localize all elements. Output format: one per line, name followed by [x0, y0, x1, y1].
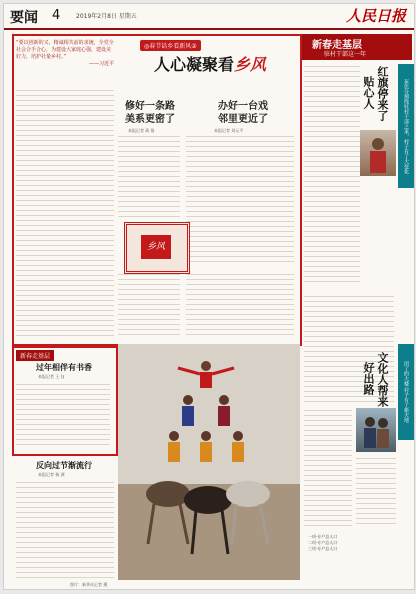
- right-footer-list: [308, 534, 394, 552]
- left-box-title: 过年相伴有书香: [36, 363, 92, 372]
- right-photo-2: [356, 408, 396, 452]
- date-line: 2019年2月8日 星期五: [76, 13, 137, 20]
- right-title-2: 文化人帮来: [376, 352, 389, 407]
- newspaper-page: [3, 3, 415, 590]
- article-column: [118, 134, 180, 218]
- footer-line: 一项·专户总人口: [308, 534, 338, 539]
- photo-credit: 照片：新华社记者 摄: [70, 582, 108, 587]
- footer-line: 三项·专户总人口: [308, 546, 338, 551]
- right-side-stripe-1: 灰色分割线驻村干部之来，村子有了大变化: [398, 64, 414, 188]
- banner-subtitle: 驻村干部这一年: [324, 51, 367, 58]
- left-box-tag: 新春走基层: [16, 350, 54, 361]
- sub-headline-left: 修好一条路 美系更密了: [125, 101, 175, 125]
- section-title: 要闻: [10, 10, 38, 26]
- article-column: [186, 272, 294, 336]
- person-photo-icon: [360, 130, 396, 176]
- second-article-byline: 本报记者 杨 洲: [38, 472, 65, 477]
- sub-headline-right: 办好一台戏 邻里更近了: [218, 101, 268, 125]
- feature-quote: [16, 40, 114, 84]
- second-article-title: 反向过节渐流行: [36, 461, 92, 470]
- left-box-text: [16, 382, 110, 448]
- page-number: 4: [52, 8, 61, 23]
- right-banner: [302, 34, 412, 60]
- right-photo-1: [360, 130, 396, 176]
- xiangfeng-seal: [124, 222, 190, 274]
- quote-source: ——习近平: [88, 61, 114, 67]
- banner-title: 新春走基层: [312, 40, 362, 51]
- right-side-stripe-2: 闭了的大楼·村子有了新天地: [398, 344, 414, 440]
- footer-line: 二项·专户总人口: [308, 540, 338, 545]
- masthead-logo: 人民日报: [345, 7, 406, 25]
- horse-riders-photo: [118, 344, 300, 580]
- people-photo-icon: [356, 408, 396, 452]
- page-header: [4, 4, 414, 30]
- seal-text: 乡风: [141, 235, 171, 259]
- article-column: [186, 134, 294, 266]
- right-title-1b: 贴心人: [362, 76, 375, 109]
- acrobatic-riders-image: [118, 344, 300, 580]
- feature-title-prefix: 人心凝聚看: [153, 55, 234, 74]
- right-article-text: [304, 64, 360, 284]
- quote-text: “要以创新的又、精诚相共前的求统，全党全社会合手合心，为建设大家庭心强，建设美好力，培护社量乡村。”: [16, 40, 114, 60]
- right-article-text: [304, 408, 352, 528]
- right-article-text: [356, 456, 396, 528]
- left-box-byline: 本报记者 王 钰: [38, 374, 65, 379]
- article-column: [118, 272, 180, 336]
- right-title-1: 红旗停来了: [376, 66, 389, 121]
- right-title-2b: 好出路: [362, 362, 375, 395]
- feature-title-highlight: 乡风: [234, 55, 267, 74]
- feature-title: [122, 52, 298, 75]
- byline-right: 本报记者 刘元平: [214, 128, 244, 133]
- article-column: [16, 88, 114, 336]
- byline-left: 本报记者 蒋 银: [128, 128, 155, 133]
- topic-tag: ◎春节话乡看新风②: [140, 40, 201, 51]
- second-article-text: [16, 480, 114, 580]
